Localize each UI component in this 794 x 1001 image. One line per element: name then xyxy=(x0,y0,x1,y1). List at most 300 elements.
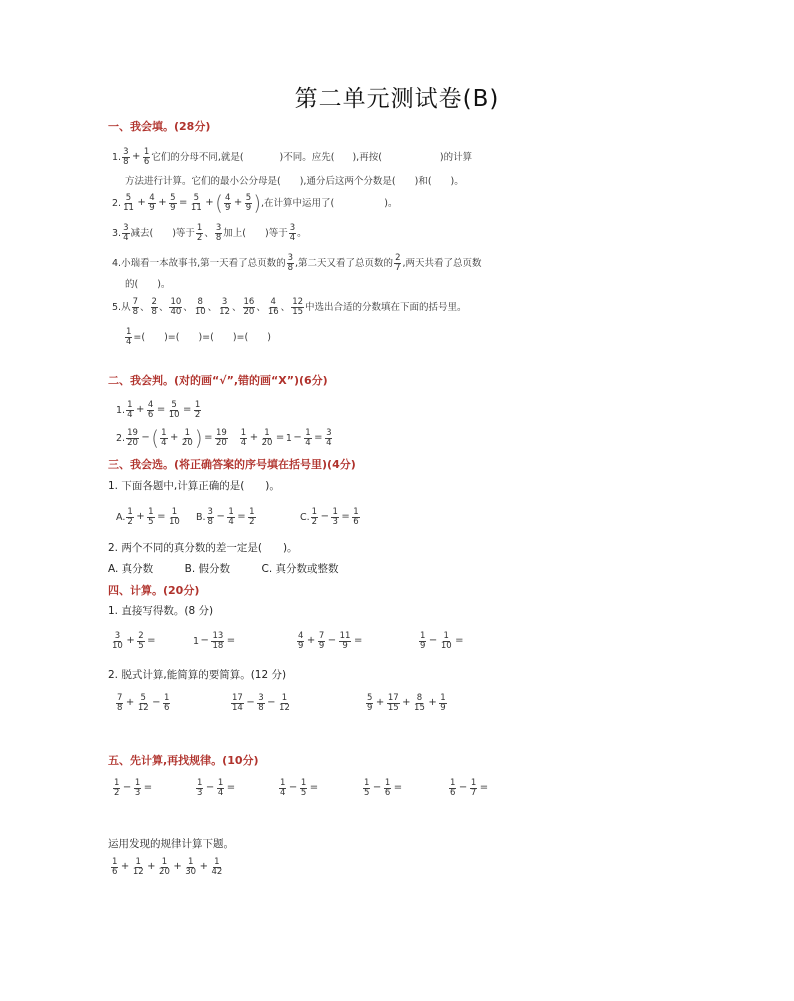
fraction-denominator: 2 xyxy=(249,516,255,527)
fraction xyxy=(211,632,224,651)
fraction-numerator: 1 xyxy=(353,507,359,517)
math-text: )。 xyxy=(384,197,398,209)
fraction xyxy=(122,224,129,243)
math-text: ,第二天又看了总页数的 xyxy=(295,257,394,269)
math-text: = xyxy=(157,511,166,523)
fraction-numerator: 1 xyxy=(300,778,307,788)
fraction-numerator: 10 xyxy=(170,297,182,307)
fraction xyxy=(352,508,359,527)
fraction-denominator: 8 xyxy=(123,156,129,167)
fraction xyxy=(132,858,145,877)
fraction xyxy=(163,694,170,713)
fraction-numerator: 4 xyxy=(224,193,231,203)
fraction xyxy=(439,694,446,713)
math-text: 小瑞看一本故事书,第一天看了总页数的 xyxy=(121,257,286,269)
fraction-denominator: 2 xyxy=(311,516,318,527)
math-text: ) xyxy=(194,426,203,451)
fraction xyxy=(217,779,224,798)
math-text: 、 xyxy=(280,301,291,313)
math-text: = xyxy=(309,782,319,794)
math-text: + xyxy=(125,697,135,709)
fraction-denominator: 3 xyxy=(134,787,141,798)
fraction-numerator: 13 xyxy=(212,631,224,641)
question-1-2 xyxy=(112,191,398,216)
math-text: + xyxy=(137,197,146,209)
question-1-1 xyxy=(112,148,472,167)
math-text: ( xyxy=(215,191,223,216)
fraction-denominator: 9 xyxy=(224,202,231,213)
calc-2-b xyxy=(230,694,292,713)
fraction-numerator: 1 xyxy=(134,778,141,788)
math-text: + xyxy=(205,197,214,209)
fraction-numerator: 19 xyxy=(215,428,227,438)
fraction-numerator: 1 xyxy=(214,857,220,867)
fraction-numerator: 7 xyxy=(132,297,139,307)
fraction-denominator: 16 xyxy=(267,306,279,317)
fraction-denominator: 8 xyxy=(287,262,294,273)
math-text: 它们的分母不同,就是( xyxy=(151,151,244,163)
rule-instruction: 运用发现的规律计算下题。 xyxy=(108,838,234,850)
calc-1-c xyxy=(296,632,364,651)
math-text: − xyxy=(122,782,132,794)
fraction xyxy=(147,401,154,420)
fraction xyxy=(168,401,181,420)
math-text: )的计算 xyxy=(439,151,473,163)
math-text: =( )=( )=( )=( ) xyxy=(133,331,271,343)
math-text: + xyxy=(132,151,141,163)
math-text: + xyxy=(136,511,145,523)
fraction xyxy=(126,508,133,527)
choice-2: 2. 两个不同的真分数的差一定是( )。 xyxy=(108,542,298,554)
fraction-numerator: 1 xyxy=(420,631,426,641)
fraction-denominator: 18 xyxy=(212,640,224,651)
math-text: 、 xyxy=(183,301,193,313)
choice-1-option-a xyxy=(116,508,182,527)
math-text: = xyxy=(226,635,236,647)
fraction xyxy=(339,632,352,651)
fraction-denominator: 10 xyxy=(194,306,206,317)
fraction-denominator: 9 xyxy=(342,640,348,651)
fraction-numerator: 1 xyxy=(470,778,477,788)
math-text: = xyxy=(341,511,350,523)
math-text: 4. xyxy=(112,257,122,269)
fraction-denominator: 4 xyxy=(326,437,332,448)
math-text: 、 xyxy=(207,301,218,313)
math-text: + xyxy=(170,432,179,444)
math-text: 3. xyxy=(112,227,122,239)
fraction-denominator: 8 xyxy=(151,306,157,317)
fraction-numerator: 1 xyxy=(440,693,446,703)
fraction-numerator: 1 xyxy=(280,778,286,788)
fraction-numerator: 3 xyxy=(287,253,294,263)
fraction-numerator: 1 xyxy=(143,147,150,157)
calc-1-d xyxy=(418,632,465,651)
question-1-4 xyxy=(112,254,482,273)
math-text: − xyxy=(293,432,302,444)
fraction-denominator: 2 xyxy=(194,409,201,420)
fraction-denominator: 4 xyxy=(305,437,311,448)
math-text: − xyxy=(458,782,468,794)
fraction xyxy=(384,779,391,798)
math-text: ,两天共看了总页数 xyxy=(402,257,482,269)
fraction-denominator: 12 xyxy=(132,866,144,877)
fraction xyxy=(257,694,264,713)
fraction-denominator: 5 xyxy=(148,516,154,527)
fraction-numerator: 4 xyxy=(270,297,276,307)
fraction-numerator: 1 xyxy=(311,507,318,517)
pattern-1 xyxy=(112,779,154,798)
fraction-numerator: 5 xyxy=(125,193,132,203)
pattern-3 xyxy=(278,779,320,798)
fraction xyxy=(413,694,426,713)
fraction-denominator: 42 xyxy=(211,866,223,877)
fraction-denominator: 9 xyxy=(367,702,373,713)
math-text: 2. xyxy=(112,197,122,209)
fraction xyxy=(325,429,332,448)
fraction xyxy=(132,298,139,317)
math-text: + xyxy=(158,197,167,209)
math-text: − xyxy=(288,782,298,794)
math-text: ) xyxy=(253,191,261,216)
fraction xyxy=(143,148,150,167)
fraction xyxy=(311,508,318,527)
fraction-numerator: 3 xyxy=(123,147,129,157)
fraction xyxy=(126,429,139,448)
math-text: 从 xyxy=(121,301,131,313)
fraction-numerator: 1 xyxy=(264,428,270,438)
fraction xyxy=(116,694,123,713)
fraction xyxy=(291,298,304,317)
fraction-denominator: 5 xyxy=(138,640,144,651)
fraction xyxy=(248,508,255,527)
fraction-numerator: 1 xyxy=(384,778,391,788)
pattern-2 xyxy=(195,779,237,798)
math-text: + xyxy=(306,635,316,647)
fraction-denominator: 6 xyxy=(353,516,359,527)
pattern-5 xyxy=(448,779,490,798)
fraction xyxy=(194,298,207,317)
math-text: 、 xyxy=(140,301,150,313)
fraction-numerator: 7 xyxy=(117,693,123,703)
math-text: − xyxy=(246,697,255,709)
fraction-denominator: 10 xyxy=(168,516,180,527)
math-text: = xyxy=(479,782,489,794)
fraction-denominator: 4 xyxy=(123,232,129,243)
math-text: + xyxy=(126,635,135,647)
fraction xyxy=(245,194,252,213)
fraction-denominator: 8 xyxy=(258,702,264,713)
math-text: − xyxy=(327,635,337,647)
fraction xyxy=(169,298,182,317)
math-text: 1 xyxy=(285,432,292,444)
fraction xyxy=(111,632,124,651)
math-text: 1 xyxy=(193,635,200,647)
calc-1-heading: 1. 直接写得数。(8 分) xyxy=(108,605,214,617)
fraction-denominator: 9 xyxy=(318,640,325,651)
fraction-numerator: 19 xyxy=(127,428,138,438)
math-text: 。 xyxy=(297,227,307,239)
math-text: + xyxy=(428,697,437,709)
question-1-5 xyxy=(112,298,467,317)
fraction-numerator: 1 xyxy=(196,223,203,233)
fraction-denominator: 4 xyxy=(228,516,234,527)
fraction-numerator: 3 xyxy=(215,223,222,233)
fraction-numerator: 1 xyxy=(126,327,132,337)
fraction xyxy=(261,429,274,448)
fraction-denominator: 20 xyxy=(243,306,255,317)
fraction xyxy=(363,779,370,798)
choice-2-options: A. 真分数 B. 假分数 C. 真分数或整数 xyxy=(108,563,339,575)
math-text: = xyxy=(275,432,285,444)
fraction-denominator: 7 xyxy=(395,262,401,273)
math-text: 、 xyxy=(256,301,266,313)
fraction xyxy=(318,632,325,651)
fraction xyxy=(210,858,223,877)
fraction xyxy=(287,254,294,273)
judge-2 xyxy=(116,426,333,451)
fraction-denominator: 20 xyxy=(261,437,273,448)
fraction-numerator: 5 xyxy=(170,193,176,203)
fraction xyxy=(215,429,228,448)
fraction xyxy=(168,508,181,527)
math-text: 1. xyxy=(112,151,122,163)
fraction xyxy=(113,779,120,798)
math-text: + xyxy=(233,197,243,209)
fraction-denominator: 8 xyxy=(215,232,222,243)
fraction-numerator: 1 xyxy=(112,857,118,867)
fraction-numerator: 12 xyxy=(292,297,304,307)
fraction xyxy=(181,429,194,448)
fraction-numerator: 1 xyxy=(164,693,170,703)
fraction xyxy=(267,298,280,317)
fraction-numerator: 1 xyxy=(114,778,120,788)
fraction-denominator: 4 xyxy=(280,787,286,798)
fraction-denominator: 9 xyxy=(440,702,446,713)
math-text: 1. xyxy=(116,404,126,416)
fraction xyxy=(190,194,203,213)
fraction-numerator: 2 xyxy=(138,631,144,641)
fraction-numerator: 3 xyxy=(207,507,213,517)
fraction-numerator: 5 xyxy=(245,193,252,203)
fraction-numerator: 4 xyxy=(149,193,155,203)
math-text: ( xyxy=(151,426,160,451)
fraction-denominator: 3 xyxy=(332,516,338,527)
fraction-numerator: 1 xyxy=(443,631,449,641)
math-text: − xyxy=(428,635,438,647)
fraction-numerator: 1 xyxy=(197,778,203,788)
fraction-numerator: 2 xyxy=(151,297,157,307)
section-2-heading: 二、我会判。(对的画“√”,错的画“X”)(6分) xyxy=(108,374,328,387)
fraction-numerator: 1 xyxy=(332,507,338,517)
math-text: = xyxy=(237,511,246,523)
fraction-numerator: 1 xyxy=(161,857,168,867)
math-text: A. xyxy=(116,511,126,523)
fraction-numerator: 11 xyxy=(339,631,351,641)
fraction xyxy=(300,779,307,798)
math-text: C. xyxy=(300,511,310,523)
fraction-numerator: 17 xyxy=(232,693,243,703)
math-text: + xyxy=(136,404,145,416)
math-text: 、 xyxy=(158,301,169,313)
fraction xyxy=(196,779,203,798)
math-text: − xyxy=(267,697,276,709)
fraction-denominator: 12 xyxy=(279,702,290,713)
fraction-denominator: 14 xyxy=(232,702,243,713)
fraction xyxy=(111,858,118,877)
fraction xyxy=(279,779,286,798)
fraction-denominator: 20 xyxy=(215,437,227,448)
section-3-heading: 三、我会选。(将正确答案的序号填在括号里)(4分) xyxy=(108,458,356,471)
fraction xyxy=(231,694,244,713)
fraction-numerator: 16 xyxy=(243,297,255,307)
math-text: 减去( )等于 xyxy=(130,227,195,239)
fraction-numerator: 3 xyxy=(114,631,121,641)
fraction xyxy=(194,401,201,420)
pattern-4 xyxy=(362,779,404,798)
fraction-numerator: 5 xyxy=(193,193,200,203)
fraction-denominator: 10 xyxy=(168,409,180,420)
fraction xyxy=(122,194,135,213)
fraction xyxy=(137,632,144,651)
fraction-numerator: 17 xyxy=(387,693,399,703)
math-text: = xyxy=(226,782,236,794)
fraction xyxy=(394,254,401,273)
fraction xyxy=(137,694,150,713)
math-text: 、 xyxy=(204,227,214,239)
fraction-denominator: 9 xyxy=(420,640,426,651)
fraction-denominator: 2 xyxy=(114,787,120,798)
fraction-numerator: 1 xyxy=(228,507,234,517)
math-text: = xyxy=(314,432,323,444)
fraction-denominator: 6 xyxy=(147,409,154,420)
fraction-numerator: 1 xyxy=(171,507,178,517)
fraction xyxy=(331,508,338,527)
math-text: − xyxy=(216,511,225,523)
fraction-denominator: 10 xyxy=(440,640,452,651)
fraction xyxy=(218,298,231,317)
fraction-denominator: 4 xyxy=(289,232,296,243)
fraction-denominator: 5 xyxy=(364,787,370,798)
question-1-1-line2: 方法进行计算。它们的最小公分母是( ),通分后这两个分数是( )和( )。 xyxy=(125,176,464,187)
fraction-numerator: 1 xyxy=(148,507,154,517)
fraction-numerator: 1 xyxy=(187,857,194,867)
math-text: − xyxy=(152,697,161,709)
question-1-5-blanks xyxy=(124,328,271,347)
fraction-numerator: 5 xyxy=(367,693,373,703)
calc-2-a xyxy=(115,694,171,713)
math-text: = xyxy=(156,404,166,416)
math-text: + xyxy=(147,861,156,873)
math-text: ),再按( xyxy=(352,151,382,163)
fraction-numerator: 5 xyxy=(171,400,177,410)
fraction xyxy=(297,632,304,651)
fraction-denominator: 2 xyxy=(196,232,203,243)
fraction xyxy=(304,429,311,448)
calc-1-b xyxy=(193,632,237,651)
fraction-denominator: 4 xyxy=(240,437,247,448)
fraction-denominator: 8 xyxy=(132,306,139,317)
fraction xyxy=(184,858,197,877)
fraction-denominator: 3 xyxy=(197,787,203,798)
fraction xyxy=(387,694,400,713)
math-text: = xyxy=(183,404,192,416)
fraction xyxy=(160,429,167,448)
math-text: − xyxy=(141,432,150,444)
fraction-numerator: 5 xyxy=(140,693,146,703)
choice-1-option-b xyxy=(196,508,257,527)
fraction-denominator: 6 xyxy=(143,156,150,167)
fraction-numerator: 3 xyxy=(258,693,264,703)
fraction-numerator: 1 xyxy=(161,428,167,438)
fraction-numerator: 4 xyxy=(147,400,154,410)
choice-1: 1. 下面各题中,计算正确的是( )。 xyxy=(108,480,280,492)
fraction-denominator: 20 xyxy=(159,866,170,877)
math-text: 5. xyxy=(112,301,122,313)
fraction-denominator: 10 xyxy=(112,640,123,651)
fraction-denominator: 20 xyxy=(181,437,193,448)
fraction-numerator: 3 xyxy=(221,297,228,307)
fraction xyxy=(366,694,373,713)
fraction xyxy=(169,194,176,213)
fraction-denominator: 4 xyxy=(161,437,167,448)
fraction-numerator: 4 xyxy=(298,631,304,641)
question-1-3 xyxy=(112,224,307,243)
math-text: + xyxy=(375,697,385,709)
fraction xyxy=(158,858,171,877)
fraction xyxy=(122,148,129,167)
fraction-denominator: 15 xyxy=(292,306,304,317)
fraction xyxy=(147,508,154,527)
fraction-numerator: 1 xyxy=(127,507,133,517)
fraction-denominator: 15 xyxy=(387,702,399,713)
math-text: )不同。应先( xyxy=(279,151,335,163)
fraction-numerator: 1 xyxy=(305,428,311,438)
calc-1-a xyxy=(110,632,157,651)
fraction-numerator: 1 xyxy=(184,428,191,438)
fraction-denominator: 15 xyxy=(414,702,425,713)
math-text: + xyxy=(120,861,130,873)
fraction-denominator: 4 xyxy=(217,787,224,798)
math-text: B. xyxy=(196,511,206,523)
fraction-denominator: 40 xyxy=(170,306,182,317)
calc-2-heading: 2. 脱式计算,能简算的要简算。(12 分) xyxy=(108,669,287,681)
fraction xyxy=(419,632,426,651)
fraction-numerator: 1 xyxy=(127,400,133,410)
section-5-heading: 五、先计算,再找规律。(10分) xyxy=(108,754,259,767)
math-text: 2. xyxy=(116,432,126,444)
fraction xyxy=(134,779,141,798)
math-text: 、 xyxy=(231,301,242,313)
fraction-denominator: 12 xyxy=(219,306,230,317)
judge-1 xyxy=(116,401,202,420)
math-text: + xyxy=(199,861,208,873)
fraction-denominator: 9 xyxy=(298,640,304,651)
section-1-heading: 一、我会填。(28分) xyxy=(108,120,211,133)
fraction-numerator: 3 xyxy=(289,223,296,233)
question-1-4-line2: 的( )。 xyxy=(125,279,171,290)
fraction-numerator: 1 xyxy=(364,778,370,788)
fraction-denominator: 5 xyxy=(300,787,307,798)
fraction-numerator: 1 xyxy=(249,507,255,517)
fraction-denominator: 8 xyxy=(117,702,123,713)
fraction-denominator: 11 xyxy=(190,202,202,213)
fraction-numerator: 3 xyxy=(326,428,332,438)
fraction-numerator: 3 xyxy=(123,223,129,233)
math-text: = xyxy=(143,782,153,794)
fraction-denominator: 9 xyxy=(245,202,252,213)
fraction xyxy=(449,779,456,798)
page-title: 第二单元测试卷(B) xyxy=(294,86,500,112)
